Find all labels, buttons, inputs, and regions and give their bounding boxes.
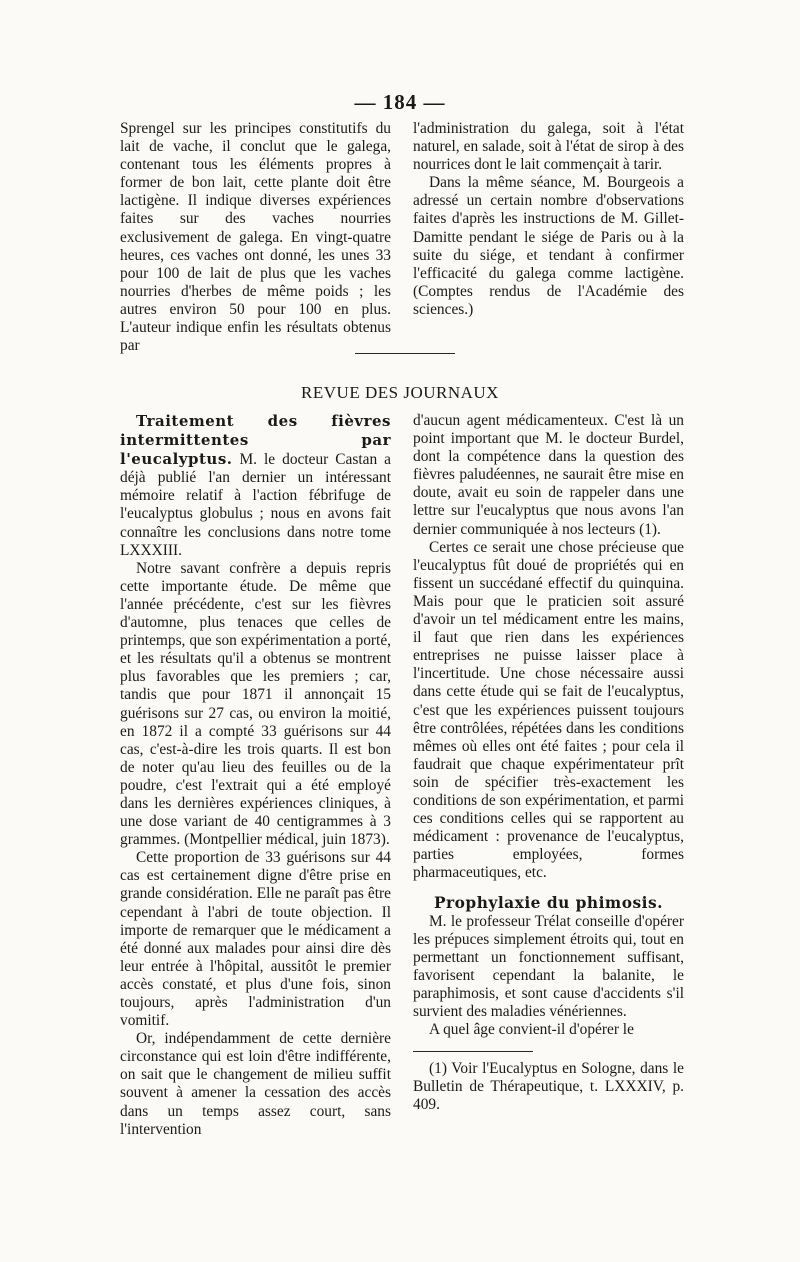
article2-paragraph-2: A quel âge convient-il d'opérer le <box>429 1021 634 1039</box>
article1-continuation-2: Certes ce serait une chose précieuse que l'eucalyptus fût doué de propriétés qui en fissent un succédané effectif du quinquina. Mais pour que le praticien soit assuré d'avoir un tel médicament entre les mains, il faut que rien dans les expériences entreprises ne puisse laisser place à l'incertitude. Une chose nécessaire aussi dans cette étude qui se fait de l'eucalyptus, c'est que les expériences puissent toujours être contrôlées, répétées dans les conditions mêmes où elles ont été faites ; pour cela il faudrait que chaque expérimentateur prît soin de spécifier très-exactement les conditions de son expérimentation, et parmi ces conditions celles qui se rapportent au médicament : provenance de l'eucalyptus, parties employées, formes pharmaceutiques, etc. <box>413 538 684 882</box>
top-right-paragraph-1: l'administration du galega, soit à l'état naturel, en salade, soit à l'état de sirop à des nourrices dont le lait commençait à tarir. <box>413 120 684 174</box>
article1-paragraph-2: Notre savant confrère a depuis repris cette importante étude. De même que l'année précédente, c'est sur les fièvres d'automne, plus tenaces que celles de printemps, que son expérimentation a porté, et les résultats qu'il a obtenus se montrent plus favorables que les premiers ; car, tandis que pour 1871 il annonçait 15 guérisons sur 27 cas, ou environ la moitié, en 1872 il a compté 33 guérisons sur 44 cas, c'est-à-dire les trois quarts. Il est bon de noter qu'au lieu des feuilles ou de la poudre, c'est l'extrait qui a été employé dans les dernières expériences cliniques, à une dose variant de 40 centigrammes à 3 grammes. (Montpellier médical, juin 1873). <box>120 559 391 849</box>
page-number: — 184 — <box>354 90 446 114</box>
section-title: REVUE DES JOURNAUX <box>301 383 499 402</box>
article1-paragraph-3: Cette proportion de 33 guérisons sur 44 cas est certainement digne d'être prise en grande considération. Elle ne paraît pas être cependant à l'abri de toute objection. Il importe de remarquer que le médicament a été donné aux malades pour ainsi dire dès leur entrée à l'hôpital, aussitôt le premier accès constaté, et plus d'une fois, sinon toujours, après l'administration d'un vomitif. <box>120 849 391 1030</box>
article2-title: Prophylaxie du phimosis. <box>433 894 664 913</box>
article1-paragraph-4: Or, indépendamment de cette dernière circonstance qui est loin d'être indifférente, on sait que le changement de milieu suffit souvent à amener la cessation des accès dans un temps assez court, sans l'intervention <box>120 1030 391 1138</box>
top-right-column <box>413 120 684 319</box>
article1-title: Traitement des fièvres intermittentes par l'eucalyptus. <box>120 412 391 469</box>
right-body-column <box>413 412 684 1114</box>
top-left-paragraph: Sprengel sur les principes constitutifs du lait de vache, il conclut que le galega, contenant tous les éléments propres à former de bon lait, cette plante doit être lactigène. Il indique diverses expériences faites sur des vaches nourries exclusivement de galega. En vingt-quatre heures, ces vaches ont donné, les unes 33 pour 100 de lait de plus que les vaches nourries d'herbes de même poids ; les autres environ 50 pour 100 en plus. L'auteur indique enfin les résultats obtenus par <box>120 120 391 355</box>
article2-paragraph-1: M. le professeur Trélat conseille d'opérer les prépuces simplement étroits qui, tout en permettant un fonctionnement suffisant, favorisent cependant la balanite, le paraphimosis, et sont cause d'accidents s'il survient des maladies vénériennes. <box>413 912 684 1020</box>
article1-continuation-1: d'aucun agent médicamenteux. C'est là un point important que M. le docteur Burdel, dont la compétence dans la question des fièvres paludéennes, ne saurait être mise en doute, avait eu soin de rappeler dans une lettre sur l'eucalyptus que nous avons l'an dernier communiquée à nos lecteurs (1). <box>413 412 684 538</box>
article1-paragraph-1: M. le docteur Castan a déjà publié l'an dernier un intéressant mémoire relatif à l'action fébrifuge de l'eucalyptus globulus ; nous en avons fait connaître les conclusions dans notre tome LXXXIII. <box>120 451 391 559</box>
left-body-column <box>120 412 391 1139</box>
top-left-column <box>120 120 391 355</box>
footnote-divider <box>413 1051 533 1052</box>
footnote: (1) Voir l'Eucalyptus en Sologne, dans le Bulletin de Thérapeutique, t. LXXXIV, p. 409. <box>413 1060 684 1114</box>
article1-lead <box>120 412 391 560</box>
section-divider <box>355 353 455 354</box>
top-right-paragraph-2: Dans la même séance, M. Bourgeois a adressé un certain nombre d'observations faites d'après les instructions de M. Gillet-Damitte pendant le siége de Paris ou à la suite du siége, et tendant à confirmer l'efficacité du galega comme lactigène. (Comptes rendus de l'Académie des sciences.) <box>413 174 684 318</box>
